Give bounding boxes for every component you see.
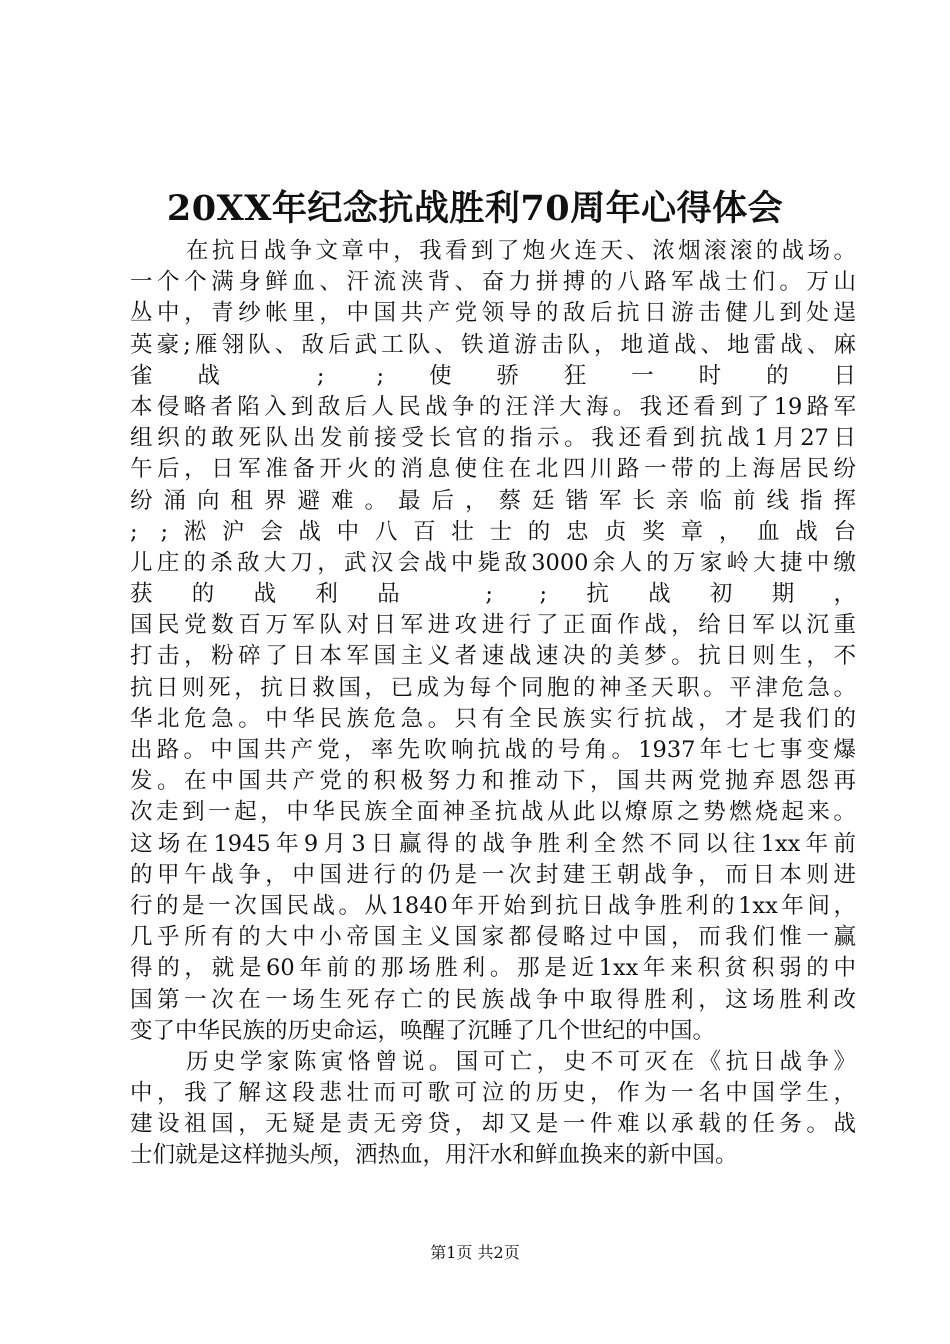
paragraph-line: 午后，日军准备开火的消息使住在北四川路一带的上海居民纷: [130, 456, 856, 483]
paragraph-line: 的甲午战争，中国进行的仍是一次封建王朝战争，而日本则进: [130, 861, 856, 888]
document-body: [130, 236, 856, 1172]
paragraph-line: 行的是一次国民战。从1840年开始到抗日战争胜利的1xx年间，: [130, 892, 856, 919]
paragraph-line: 丛中，青纱帐里，中国共产党领导的敌后抗日游击健儿到处逞: [130, 300, 856, 327]
paragraph-line: 儿庄的杀敌大刀，武汉会战中毙敌3000余人的万家岭大捷中缴: [130, 549, 856, 576]
paragraph-line: 这场在1945年9月3日赢得的战争胜利全然不同以往1xx年前: [130, 830, 856, 857]
paragraph-line: 士们就是这样抛头颅，洒热血，用汗水和鲜血换来的新中国。: [130, 1142, 738, 1169]
paragraph-line: 本侵略者陷入到敌后人民战争的汪洋大海。我还看到了19路军: [130, 393, 856, 420]
paragraph-line: 发。在中国共产党的积极努力和推动下，国共两党抛弃恩怨再: [130, 768, 856, 795]
paragraph: [130, 236, 856, 1047]
paragraph-line: ; ;淞沪会战中八百壮士的忠贞奖章，血战台: [130, 518, 856, 545]
paragraph-line: 国第一次在一场生死存亡的民族战争中取得胜利，这场胜利改: [130, 986, 856, 1013]
paragraph-line: 几乎所有的大中小帝国主义国家都侵略过中国，而我们惟一赢: [130, 924, 856, 951]
paragraph-line: 在抗日战争文章中，我看到了炮火连天、浓烟滚滚的战场。: [186, 238, 856, 264]
paragraph-line: 抗日则死，抗日救国，已成为每个同胞的神圣天职。平津危急。: [130, 674, 856, 701]
paragraph-line: 打击，粉碎了日本军国主义者速战速决的美梦。抗日则生，不: [130, 643, 856, 670]
paragraph-line: 获的战利品 ; ;抗战初期，: [130, 581, 856, 608]
paragraph-line: 雀战 ; ;使骄狂一时的日: [130, 362, 856, 389]
paragraph-line: 得的，就是60年前的那场胜利。那是近1xx年来积贫积弱的中: [130, 955, 856, 982]
paragraph-line: 组织的敢死队出发前接受长官的指示。我还看到抗战1月27日: [130, 425, 856, 452]
paragraph-line: 华北危急。中华民族危急。只有全民族实行抗战，才是我们的: [130, 705, 856, 732]
paragraph-line: 历史学家陈寅恪曾说。国可亡，史不可灭在《抗日战争》: [186, 1048, 856, 1075]
paragraph: [130, 1047, 856, 1172]
paragraph-line: 一个个满身鲜血、汗流浃背、奋力拼搏的八路军战士们。万山: [130, 269, 856, 296]
paragraph-line: 次走到一起，中华民族全面神圣抗战从此以燎原之势燃烧起来。: [130, 799, 856, 826]
page-footer: 第1页 共2页: [430, 1243, 520, 1262]
paragraph-line: 建设祖国，无疑是责无旁贷，却又是一件难以承载的任务。战: [130, 1111, 856, 1138]
paragraph-line: 国民党数百万军队对日军进攻进行了正面作战，给日军以沉重: [130, 612, 856, 639]
paragraph-line: 英豪;雁翎队、敌后武工队、铁道游击队，地道战、地雷战、麻: [130, 331, 856, 358]
paragraph-line: 出路。中国共产党，率先吹响抗战的号角。1937年七七事变爆: [130, 737, 856, 763]
paragraph-line: 中，我了解这段悲壮而可歌可泣的历史，作为一名中国学生，: [130, 1080, 856, 1107]
paragraph-line: 纷涌向租界避难。最后，蔡廷锴军长亲临前线指挥: [130, 487, 856, 514]
paragraph-line: 变了中华民族的历史命运，唤醒了沉睡了几个世纪的中国。: [130, 1017, 716, 1044]
document-title: 20XX年纪念抗战胜利70周年心得体会: [166, 188, 784, 229]
